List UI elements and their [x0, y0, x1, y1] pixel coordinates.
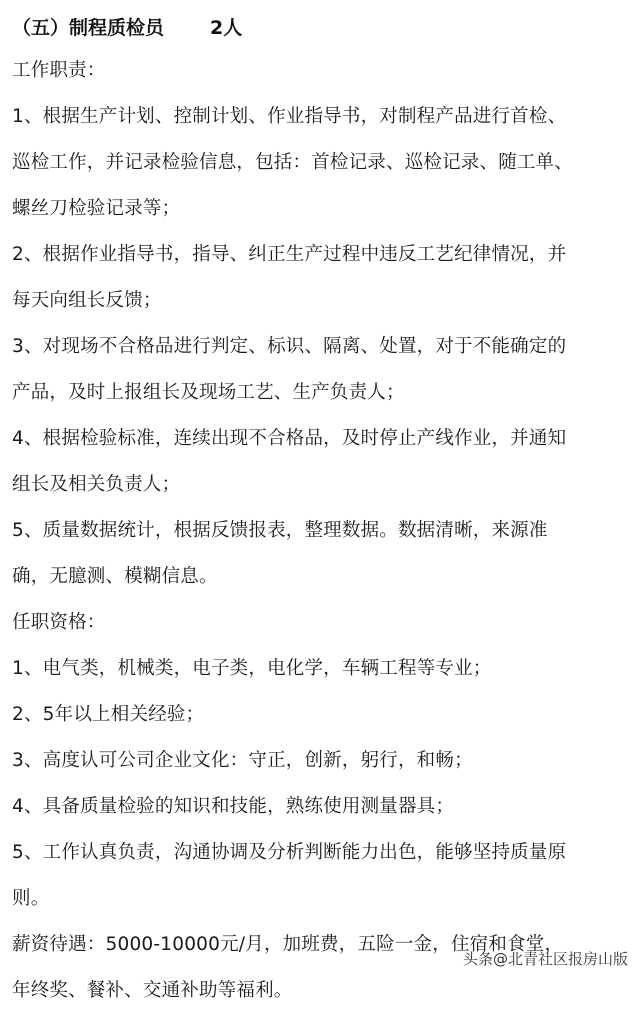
text-line: 1、电气类，机械类，电子类，电化学，车辆工程等专业； [12, 658, 492, 679]
text-line: 2、5年以上相关经验； [12, 704, 205, 725]
text-line: 3、对现场不合格品进行判定、标识、隔离、处置，对于不能确定的 [12, 336, 567, 357]
text-line: 2、根据作业指导书，指导、纠正生产过程中违反工艺纪律情况，并 [12, 244, 567, 265]
section-title: （五）制程质检员 [12, 16, 165, 39]
text-line: 巡检工作，并记录检验信息，包括：首检记录、巡检记录、随工单、 [12, 152, 574, 173]
text-line: 1、根据生产计划、控制计划、作业指导书，对制程产品进行首检、 [12, 106, 567, 127]
watermark-platform: 头条 [462, 950, 493, 968]
section-heading [12, 4, 628, 48]
text-line: 则。 [12, 888, 50, 909]
source-watermark [463, 948, 628, 969]
text-line: 每天向组长反馈； [12, 290, 162, 311]
text-line: 确，无臆测、模糊信息。 [12, 566, 218, 587]
body-text [12, 48, 628, 1014]
text-line: 4、根据检验标准，连续出现不合格品，及时停止产线作业，并通知 [12, 428, 567, 449]
text-line: 任职资格： [12, 612, 106, 633]
text-line: 4、具备质量检验的知识和技能，熟练使用测量器具； [12, 796, 455, 817]
text-line: 工作职责： [12, 60, 106, 81]
text-line: 5、工作认真负责，沟通协调及分析判断能力出色，能够坚持质量原 [12, 842, 567, 863]
text-line: 组长及相关负责人； [12, 474, 181, 495]
watermark-account: @北青社区报房山版 [492, 950, 628, 968]
text-line: 5、质量数据统计，根据反馈报表，整理数据。数据清晰，来源准 [12, 520, 548, 541]
text-line: 薪资待遇：5000-10000元/月，加班费，五险一金，住宿和食堂， [12, 934, 564, 955]
text-line: 3、高度认可公司企业文化：守正，创新，躬行，和畅； [12, 750, 473, 771]
headcount: 2人 [210, 16, 243, 39]
text-line: 产品，及时上报组长及现场工艺、生产负责人； [12, 382, 405, 403]
text-line: 螺丝刀检验记录等； [12, 198, 181, 219]
text-line: 年终奖、餐补、交通补助等福利。 [12, 980, 293, 1001]
